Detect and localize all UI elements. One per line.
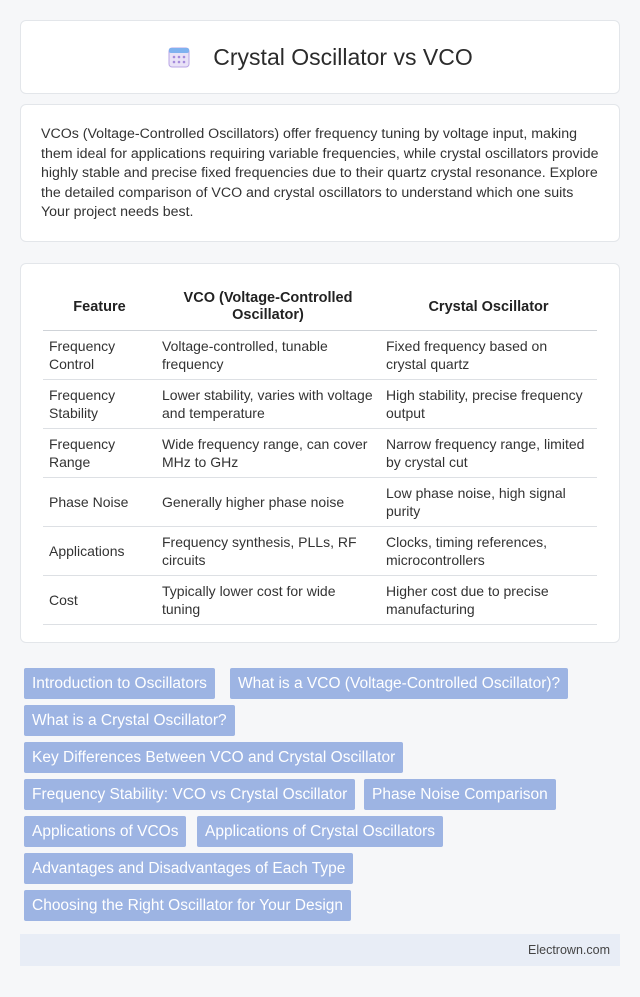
table-cell-vco: Voltage-controlled, tunable frequency [156, 331, 380, 380]
table-cell-crystal: High stability, precise frequency output [380, 380, 597, 429]
footer-site-name: Electrown.com [528, 943, 610, 957]
table-cell-crystal: Clocks, timing references, microcontrollers [380, 527, 597, 576]
table-cell-vco: Generally higher phase noise [156, 478, 380, 527]
topic-link-what-is-vco[interactable]: What is a VCO (Voltage-Controlled Oscillator)? [230, 668, 568, 699]
table-row [43, 380, 597, 429]
table-cell-vco: Lower stability, varies with voltage and temperature [156, 380, 380, 429]
table-cell-feature: Frequency Range [43, 429, 156, 478]
title-card [20, 20, 620, 94]
table-row [43, 527, 597, 576]
table-cell-feature: Frequency Control [43, 331, 156, 380]
topic-link-choosing[interactable]: Choosing the Right Oscillator for Your Design [24, 890, 351, 921]
topic-link-phase-noise[interactable]: Phase Noise Comparison [364, 779, 556, 810]
topic-link-advantages[interactable]: Advantages and Disadvantages of Each Type [24, 853, 353, 884]
comparison-table [43, 284, 597, 625]
column-header-crystal: Crystal Oscillator [380, 284, 597, 331]
topic-link-what-is-crystal[interactable]: What is a Crystal Oscillator? [24, 705, 235, 736]
column-header-feature: Feature [43, 284, 156, 331]
table-row [43, 478, 597, 527]
table-cell-vco: Wide frequency range, can cover MHz to GHz [156, 429, 380, 478]
comparison-table-card [20, 263, 620, 643]
table-cell-crystal: Narrow frequency range, limited by crystal cut [380, 429, 597, 478]
table-cell-crystal: Fixed frequency based on crystal quartz [380, 331, 597, 380]
topic-link-applications-crystal[interactable]: Applications of Crystal Oscillators [197, 816, 443, 847]
calendar-grid-icon [167, 45, 191, 69]
table-cell-feature: Cost [43, 576, 156, 625]
table-cell-feature: Phase Noise [43, 478, 156, 527]
table-row [43, 331, 597, 380]
column-header-vco: VCO (Voltage-Controlled Oscillator) [156, 284, 380, 331]
topic-link-frequency-stability[interactable]: Frequency Stability: VCO vs Crystal Oscillator [24, 779, 355, 810]
intro-paragraph: VCOs (Voltage-Controlled Oscillators) offer frequency tuning by voltage input, making them ideal for applications requiring variable frequencies, while crystal oscillators provide highly stable and precise fixed frequencies due to their quartz crystal resonance. Explore the detailed comparison of VCO and crystal oscillators to understand which one suits Your project needs best. [41, 126, 599, 221]
intro-card [20, 104, 620, 242]
table-cell-vco: Frequency synthesis, PLLs, RF circuits [156, 527, 380, 576]
table-header-row [43, 284, 597, 331]
table-cell-feature: Frequency Stability [43, 380, 156, 429]
table-row [43, 429, 597, 478]
table-row [43, 576, 597, 625]
page-title: Crystal Oscillator vs VCO [213, 43, 473, 70]
footer [20, 934, 620, 966]
topic-link-key-differences[interactable]: Key Differences Between VCO and Crystal Oscillator [24, 742, 403, 773]
topic-link-introduction[interactable]: Introduction to Oscillators [24, 668, 215, 699]
table-cell-vco: Typically lower cost for wide tuning [156, 576, 380, 625]
topic-link-applications-vco[interactable]: Applications of VCOs [24, 816, 186, 847]
table-cell-crystal: Low phase noise, high signal purity [380, 478, 597, 527]
table-cell-crystal: Higher cost due to precise manufacturing [380, 576, 597, 625]
table-cell-feature: Applications [43, 527, 156, 576]
